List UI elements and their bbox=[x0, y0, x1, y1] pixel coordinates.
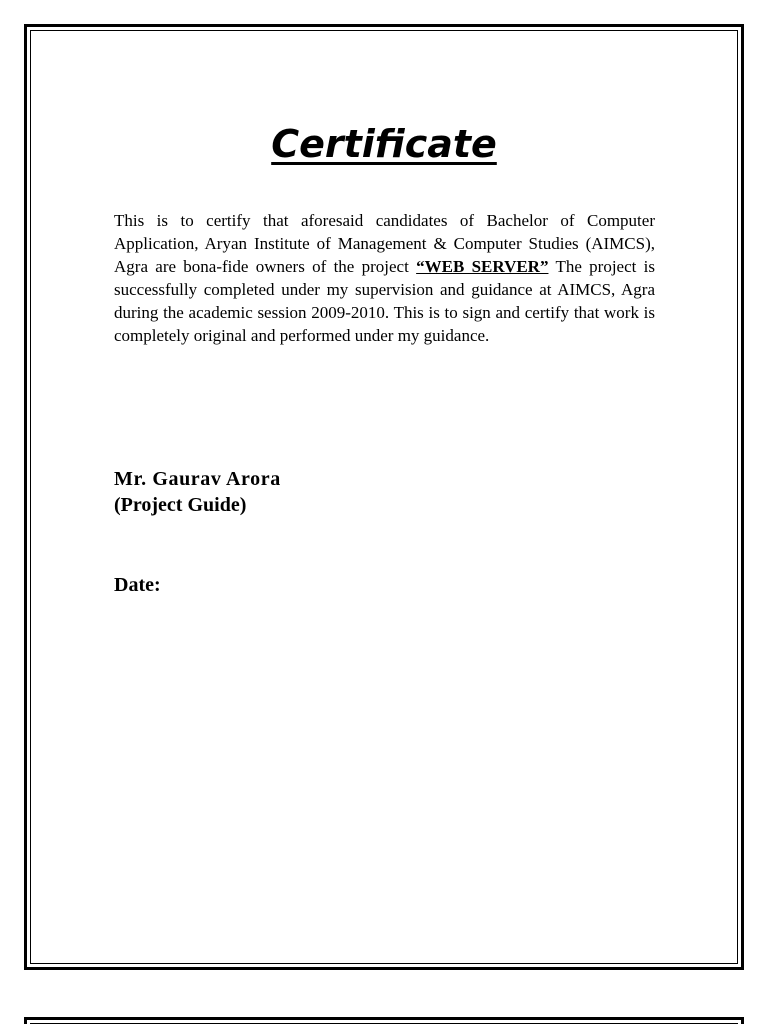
guide-name: Mr. Gaurav Arora bbox=[114, 468, 281, 490]
certificate-title-text: Certificate bbox=[271, 122, 497, 166]
project-name: “WEB SERVER” bbox=[416, 257, 549, 276]
body-text-rest: The project is successfully completed under my supervision and guidance at AIMCS, Agra during the academic session 2009-2010. This is to sign and certify that work is completely original and performed under my guidance. bbox=[114, 257, 655, 345]
date-label: Date: bbox=[114, 574, 161, 596]
certificate-body bbox=[114, 209, 655, 347]
certificate-title bbox=[0, 116, 768, 172]
guide-role: (Project Guide) bbox=[114, 494, 247, 516]
body-text-intro: This is to certify that aforesaid candidates of Bachelor of Computer Application, Aryan Institute of Management & Computer Studies (AIMCS), Agra are bona-fide owners of the project bbox=[114, 211, 655, 276]
guide-block bbox=[114, 466, 281, 518]
